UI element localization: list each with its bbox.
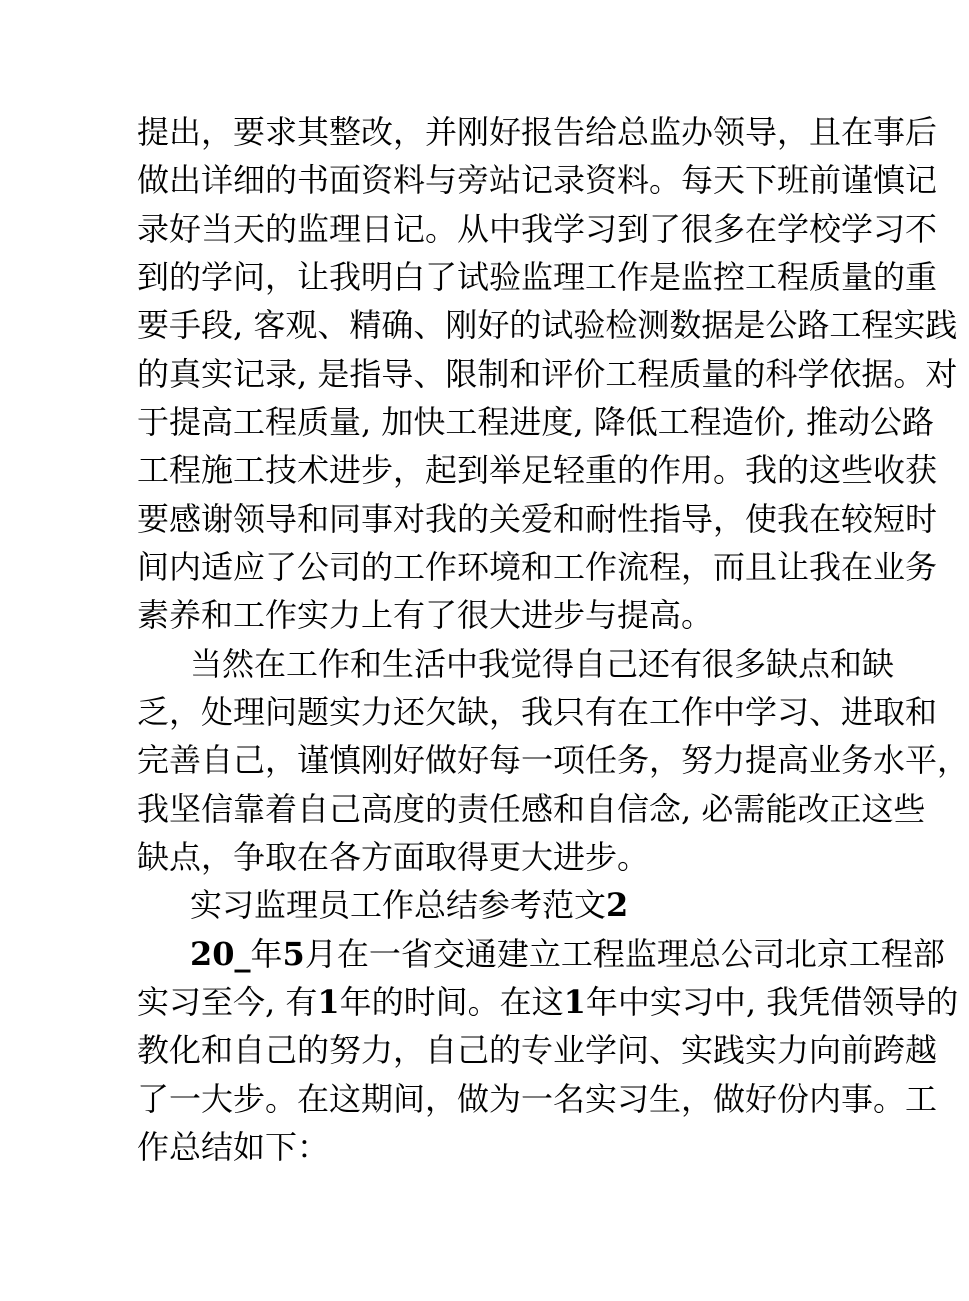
month-value: 5 (282, 935, 305, 973)
paragraph3-line-1 (190, 934, 945, 974)
section-heading-number: 2 (606, 886, 629, 924)
paragraph1-line-11: 素养和工作实力上有了很大进步与提高。 (137, 596, 714, 634)
paragraph3-line-2 (137, 982, 958, 1022)
paragraph1-line-5: 要手段, 客观、精确、刚好的试验检测数据是公路工程实践 (137, 306, 958, 344)
paragraph1-line-3: 录好当天的监理日记。从中我学习到了很多在学校学习不 (137, 210, 938, 248)
paragraph3-line-2-part2: 年的时间。在这 (339, 983, 564, 1021)
section-heading-text: 实习监理员工作总结参考范文 (190, 886, 607, 924)
paragraph3-line-3: 教化和自己的努力，自己的专业学问、实践实力向前跨越 (137, 1031, 938, 1069)
paragraph3-line-1-rest: 月在一省交通建立工程监理总公司北京工程部 (304, 935, 945, 973)
paragraph1-line-1: 提出，要求其整改，并刚好报告给总监办领导，且在事后 (137, 113, 938, 151)
year-value: 20_ (190, 935, 251, 973)
duration-number-1: 1 (317, 983, 340, 1021)
year-suffix: 年 (250, 935, 283, 973)
paragraph1-line-7: 于提高工程质量, 加快工程进度, 降低工程造价, 推动公路 (137, 403, 935, 441)
paragraph1-line-10: 间内适应了公司的工作环境和工作流程，而且让我在业务 (137, 548, 938, 586)
paragraph3-line-2-part3: 年中实习中, 我凭借领导的 (585, 983, 959, 1021)
paragraph2-line-2: 乏，处理问题实力还欠缺，我只有在工作中学习、进取和 (137, 693, 938, 731)
paragraph2-line-3: 完善自己，谨慎刚好做好每一项任务，努力提高业务水平， (137, 741, 969, 779)
paragraph1-line-6: 的真实记录, 是指导、限制和评价工程质量的科学依据。对 (137, 355, 958, 393)
paragraph2-line-4: 我坚信靠着自己高度的责任感和自信念, 必需能改正这些 (137, 790, 926, 828)
paragraph1-line-8: 工程施工技术进步，起到举足轻重的作用。我的这些收获 (137, 451, 938, 489)
paragraph3-line-5: 作总结如下： (137, 1128, 330, 1166)
paragraph3-line-4: 了一大步。在这期间，做为一名实习生，做好份内事。工 (137, 1080, 938, 1118)
paragraph2-line-1: 当然在工作和生活中我觉得自己还有很多缺点和缺 (190, 645, 895, 683)
section-heading (190, 885, 628, 925)
paragraph1-line-9: 要感谢领导和同事对我的关爱和耐性指导，使我在较短时 (137, 500, 938, 538)
paragraph1-line-2: 做出详细的书面资料与旁站记录资料。每天下班前谨慎记 (137, 161, 938, 199)
duration-number-2: 1 (563, 983, 586, 1021)
paragraph2-line-5: 缺点，争取在各方面取得更大进步。 (137, 838, 650, 876)
paragraph1-line-4: 到的学问，让我明白了试验监理工作是监控工程质量的重 (137, 258, 938, 296)
paragraph3-line-2-part1: 实习至今, 有 (137, 983, 318, 1021)
